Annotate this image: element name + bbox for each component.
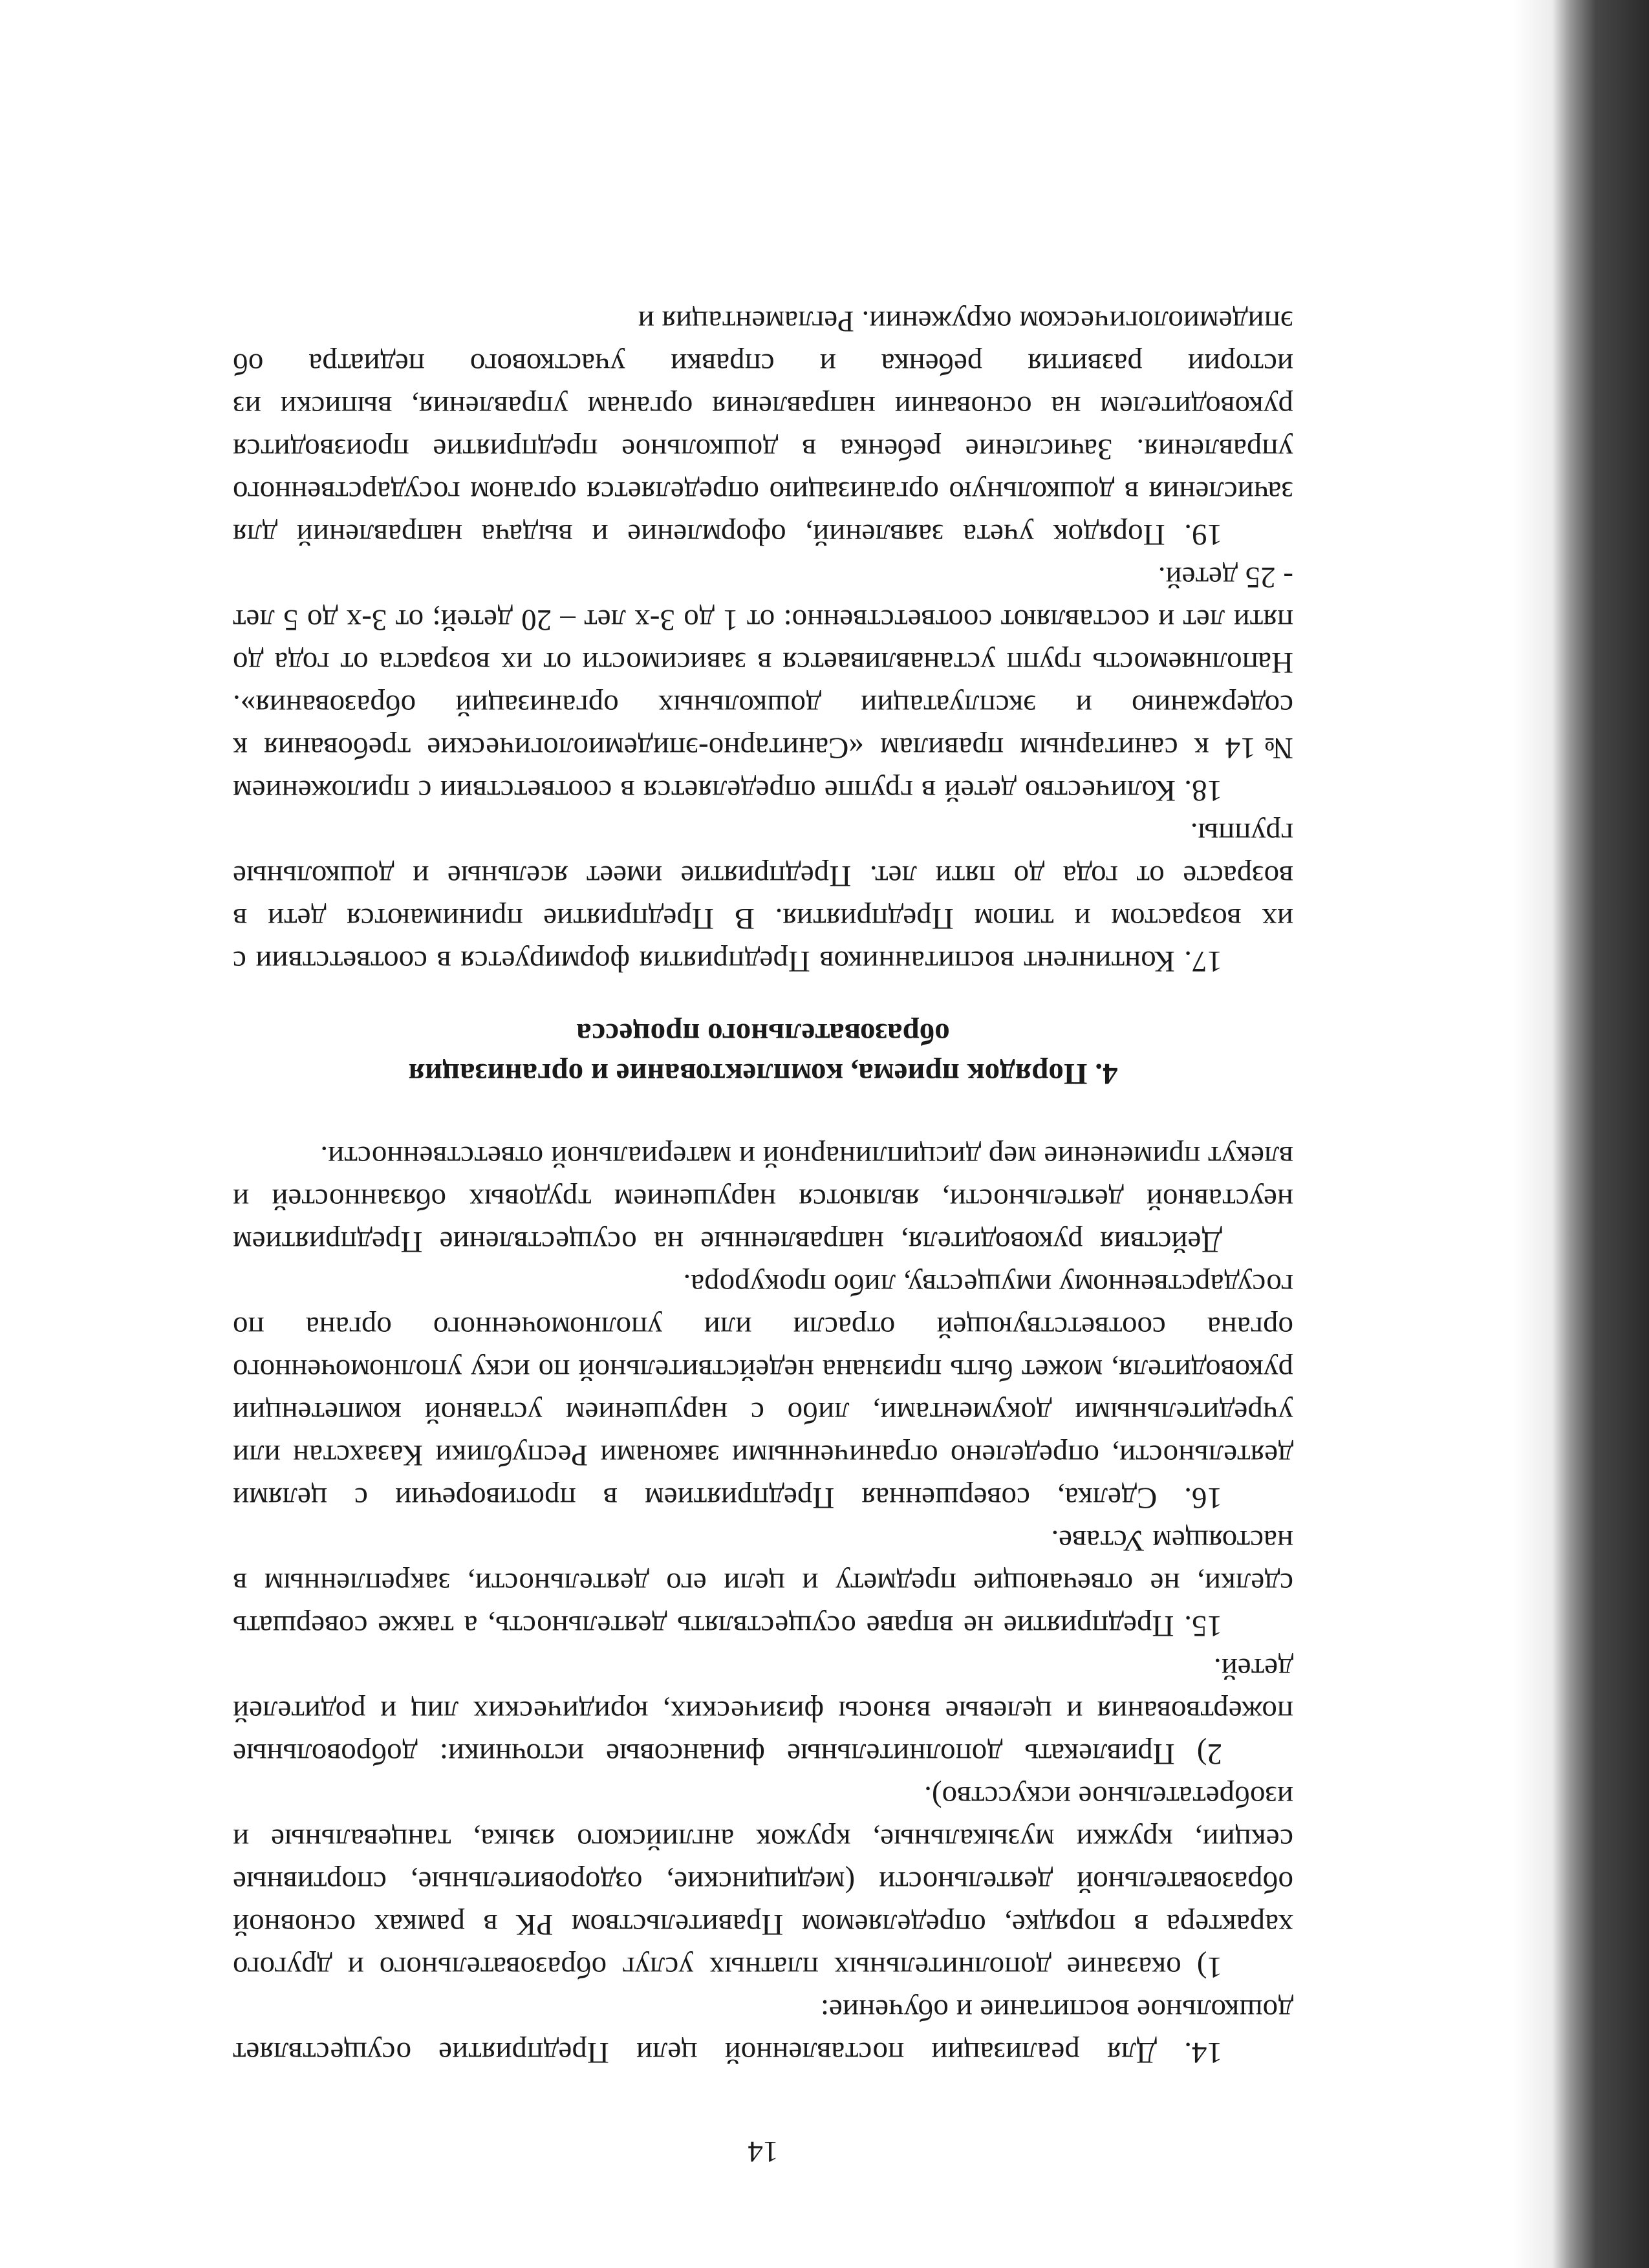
paragraph-14-item-1: 1) оказание дополнительных платных услуг образовательного и другого характера в порядке, определяемом Правительством РК в рамках основной образовательной деятельности (медицинские, оздоровительные, спортивные секции, кружки музыкальные, кружок английского языка, танцевальные и изобретательное искусство). — [233, 1780, 1293, 1984]
paragraph-14-item-2: 2) Привлекать дополнительные финансовые источники: добровольные пожертвования и целевые взносы физических, юридических лиц и родителей детей. — [233, 1652, 1293, 1771]
paragraph-16-continued: Действия руководителя, направленные на осуществление Предприятием неуставной деятельности, являются нарушением трудовых обязанностей и влекут применение мер дисциплинарной и материальной ответственности. — [233, 1140, 1293, 1259]
section-4-title — [233, 1014, 1293, 1094]
section-4-title-line-1: 4. Порядок приема, комплектование и организация — [408, 1057, 1118, 1091]
document-body — [233, 300, 1293, 2074]
paragraph-17: 17. Контингент воспитанников Предприятия формируется в соответствии с их возрастом и типом Предприятия. В Предприятие принимаются дети в возрасте от года до пяти лет. Предприятие имеет ясельные и дошкольные группы. — [233, 817, 1293, 978]
paragraph-19: 19. Порядок учета заявлений, оформление и выдача направлений для зачисления в дошкольную организацию определяется органом государственного управления. Зачисление ребенка в дошкольное предприятие производится руководителем на основании направления органам управления, выписки из истории развития ребенка и справки участкового педиатра об эпидемиологическом окружении. Регламентация и — [233, 305, 1293, 551]
section-4-title-line-2: образовательного процесса — [576, 1017, 950, 1051]
paragraph-14: 14. Для реализации поставленной цели Предприятие осуществляет дошкольное воспитание и обучение: — [233, 1993, 1293, 2070]
paragraph-18: 18. Количество детей в группе определяется в соответствии с приложением №14 к санитарным правилам «Санитарно-эпидемиологические требования к содержанию и эксплуатации дошкольных организаций образования». Наполняемость групп устанавливается в зависимости от их возраста от года до пяти лет и составляют соответственно: от 1 до 3-х лет – 20 детей; от 3-х до 5 лет - 25 детей. — [233, 561, 1293, 808]
paragraph-16: 16. Сделка, совершенная Предприятием в противоречии с целями деятельности, определено ограниченными законами Республики Казахстан или учредительными документами, либо с нарушением уставной компетенции руководителя, может быть признана недействительной по иску уполномоченного органа соответствующей отрасли или уполномоченного органа по государственному имуществу, либо прокурора. — [233, 1268, 1293, 1515]
paragraph-15: 15. Предприятие не вправе осуществлять деятельность, а также совершать сделки, не отвечающие предмету и цели его деятельности, закрепленным в настоящем Уставе. — [233, 1524, 1293, 1643]
page-number: 14 — [748, 2135, 779, 2168]
